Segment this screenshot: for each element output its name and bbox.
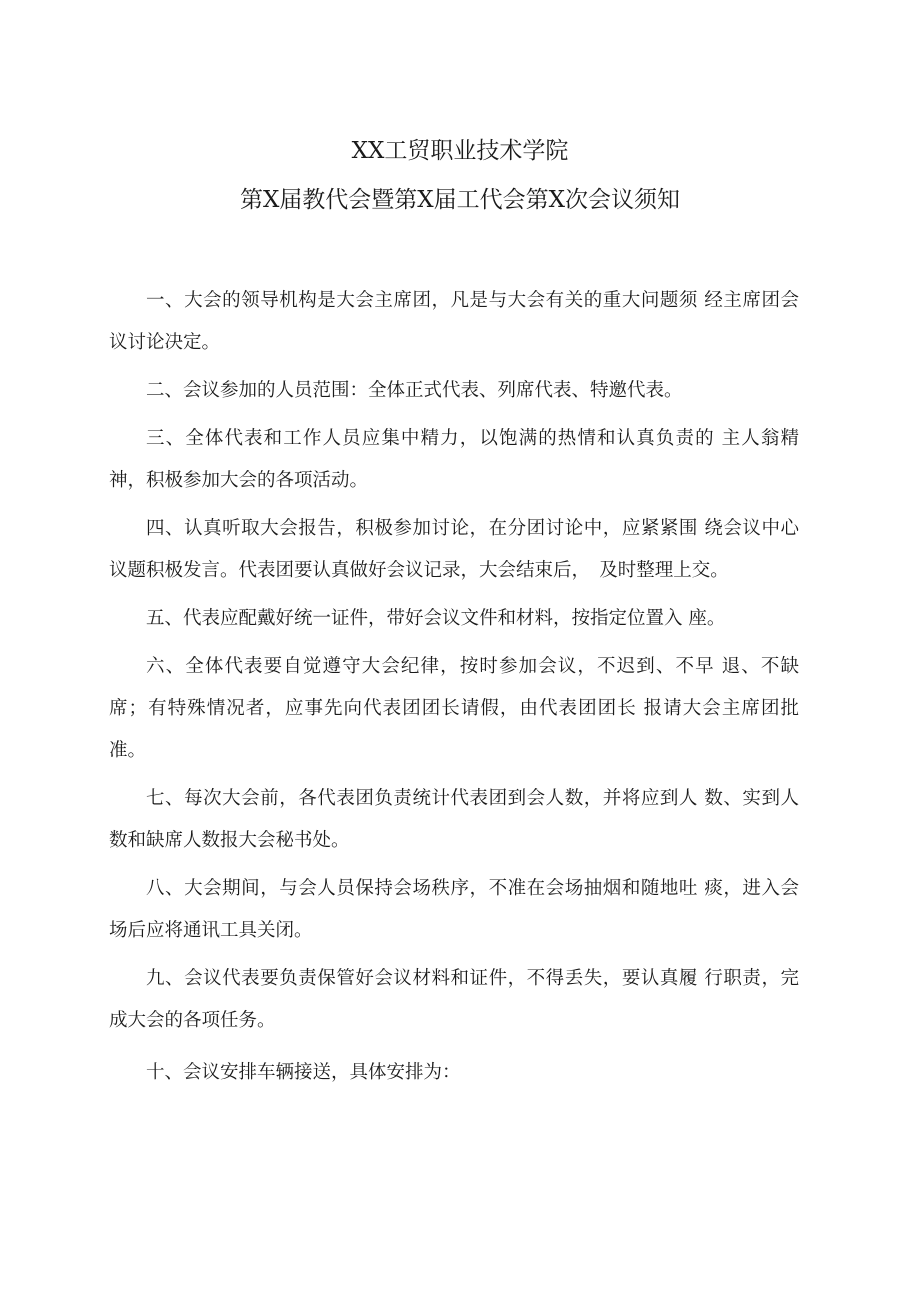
paragraph-8: 八、大会期间，与会人员保持会场秩序，不准在会场抽烟和随地吐 痰，进入会场后应将通讯工具关闭。 bbox=[109, 878, 799, 941]
paragraph-6: 六、全体代表要自觉遵守大会纪律，按时参加会议，不迟到、不早 退、不缺席；有特殊情况者，应事先向代表团团长请假，由代表团团长 报请大会主席团批准。 bbox=[109, 656, 799, 761]
paragraph-1: 一、大会的领导机构是大会主席团，凡是与大会有关的重大问题须 经主席团会议讨论决定。 bbox=[109, 290, 799, 353]
paragraph-3: 三、全体代表和工作人员应集中精力，以饱满的热情和认真负责的 主人翁精神，积极参加大会的各项活动。 bbox=[109, 428, 799, 491]
document-title-line2: 第X届教代会暨第X届工代会第X次会议须知 bbox=[239, 187, 681, 213]
paragraph-4: 四、认真听取大会报告，积极参加讨论，在分团讨论中，应紧紧围 绕会议中心议题积极发言。代表团要认真做好会议记录，大会结束后， 及时整理上交。 bbox=[109, 518, 799, 581]
paragraph-5: 五、代表应配戴好统一证件，带好会议文件和材料，按指定位置入 座。 bbox=[146, 608, 726, 629]
paragraph-9: 九、会议代表要负责保管好会议材料和证件，不得丢失，要认真履 行职责，完成大会的各项任务。 bbox=[109, 968, 799, 1031]
document-body bbox=[109, 280, 799, 1100]
paragraph-2: 二、会议参加的人员范围：全体正式代表、列席代表、特邀代表。 bbox=[146, 380, 683, 401]
document-title-line1: XX工贸职业技术学院 bbox=[351, 138, 569, 164]
paragraph-10: 十、会议安排车辆接送，具体安排为： bbox=[146, 1062, 461, 1083]
paragraph-7: 七、每次大会前，各代表团负责统计代表团到会人数，并将应到人 数、实到人数和缺席人数报大会秘书处。 bbox=[109, 788, 799, 851]
